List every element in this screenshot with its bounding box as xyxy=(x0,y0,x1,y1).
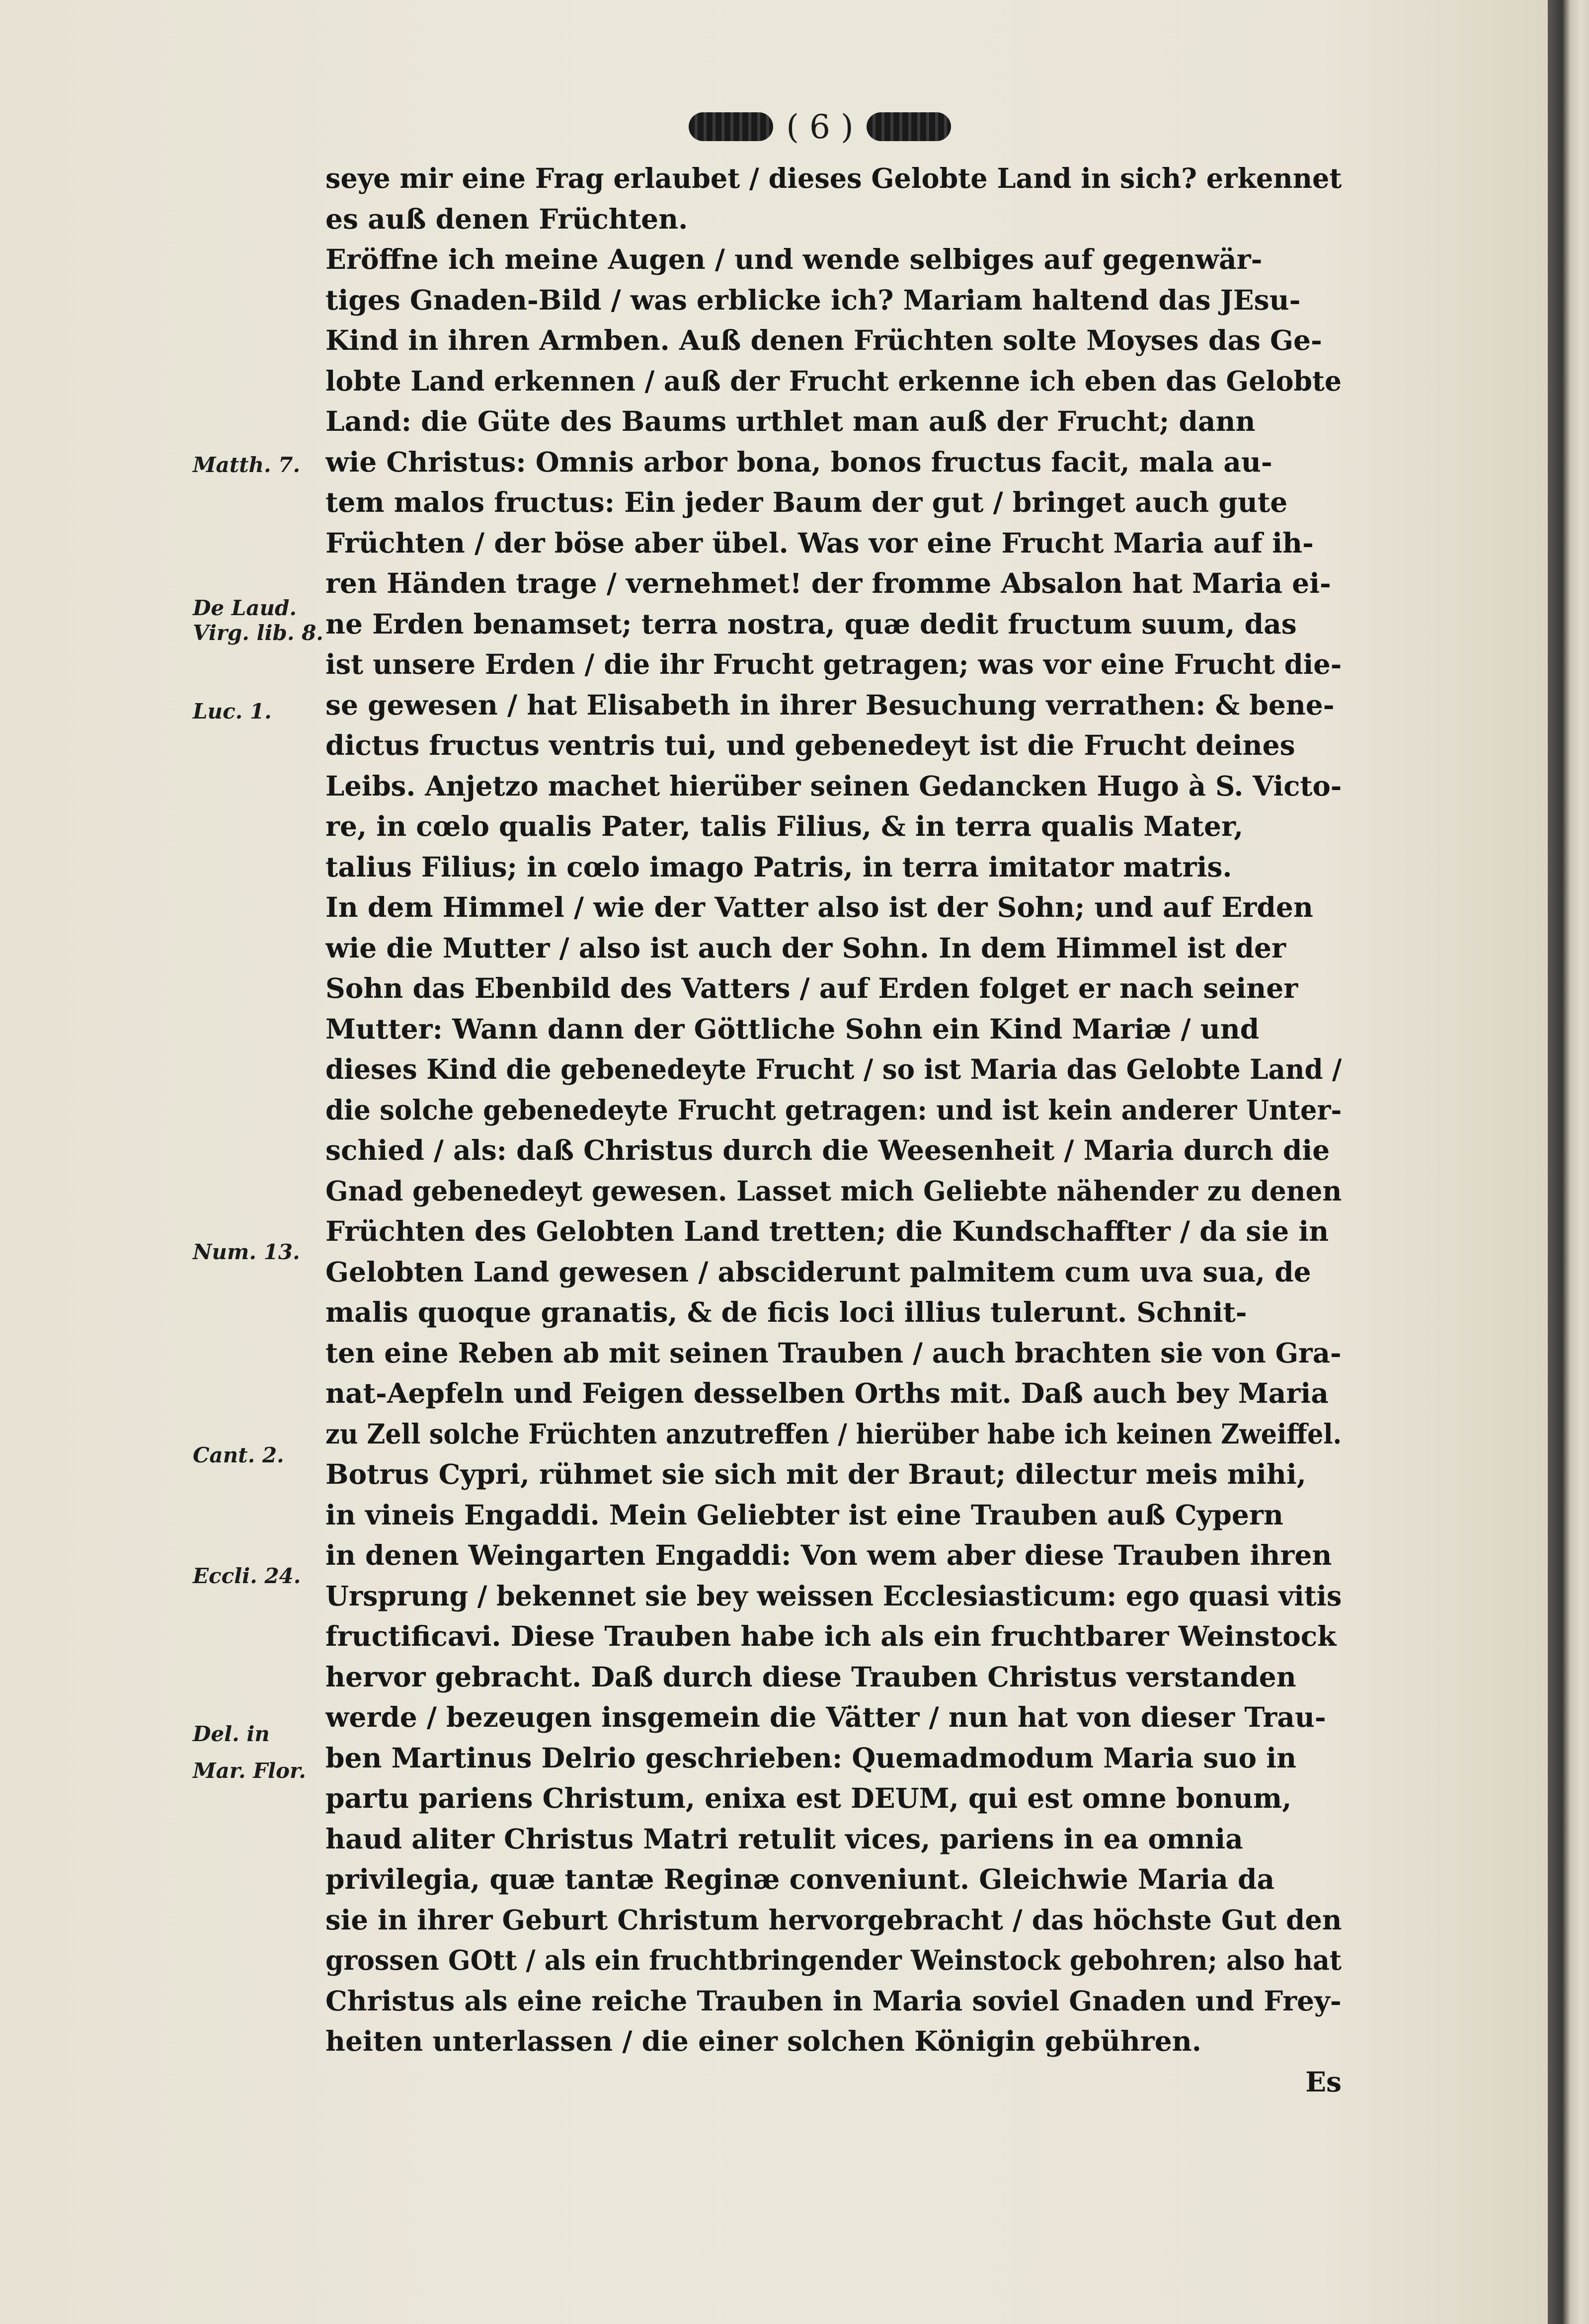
text-line: Gnad gebenedeyt gewesen. Lasset mich Geliebte nähender zu denen xyxy=(325,1174,1342,1207)
text-line: haud aliter Christus Matri retulit vices, pariens in ea omnia xyxy=(325,1822,1243,1855)
text-line: ne Erden benamset; terra nostra, quæ dedit fructum suum, das xyxy=(325,607,1297,640)
text-line: Christus als eine reiche Trauben in Maria soviel Gnaden und Frey- xyxy=(325,1984,1342,2017)
text-line: schied / als: daß Christus durch die Weesenheit / Maria durch die xyxy=(325,1134,1330,1166)
page-body-text xyxy=(325,158,1342,2102)
text-line: nat-Aepfeln und Feigen desselben Orths mit. Daß auch bey Maria xyxy=(325,1377,1329,1409)
text-line: seye mir eine Frag erlaubet / dieses Gelobte Land in sich? erkennet xyxy=(325,162,1342,194)
book-spine xyxy=(1548,0,1589,2324)
margin-note: Mar. Flor. xyxy=(193,1759,306,1783)
text-line: privilegia, quæ tantæ Reginæ conveniunt. Gleichwie Maria da xyxy=(325,1863,1275,1895)
text-line: ten eine Reben ab mit seinen Trauben / auch brachten sie von Gra- xyxy=(325,1336,1342,1369)
text-line: die solche gebenedeyte Frucht getragen: und ist kein anderer Unter- xyxy=(325,1093,1342,1126)
text-line: Botrus Cypri, rühmet sie sich mit der Braut; dilectur meis mihi, xyxy=(325,1458,1306,1490)
text-line: Gelobten Land gewesen / absciderunt palmitem cum uva sua, de xyxy=(325,1255,1311,1288)
text-line: in vineis Engaddi. Mein Geliebter ist eine Trauben auß Cypern xyxy=(325,1498,1283,1531)
text-line: in denen Weingarten Engaddi: Von wem aber diese Trauben ihren xyxy=(325,1539,1332,1571)
text-line: Sohn das Ebenbild des Vatters / auf Erden folget er nach seiner xyxy=(325,972,1298,1004)
text-line: grossen GOtt / als ein fruchtbringender Weinstock gebohren; also hat xyxy=(325,1944,1342,1976)
text-line: heiten unterlassen / die einer solchen Königin gebühren. xyxy=(325,2025,1201,2057)
margin-note: De Laud. xyxy=(193,596,297,620)
ornament-left-icon xyxy=(689,112,773,141)
text-line: sie in ihrer Geburt Christum hervorgebracht / das höchste Gut den xyxy=(325,1903,1342,1936)
text-line: werde / bezeugen insgemein die Vätter / nun hat von dieser Trau- xyxy=(325,1701,1326,1733)
margin-note: Num. 13. xyxy=(193,1240,300,1264)
text-line: wie Christus: Omnis arbor bona, bonos fructus facit, mala au- xyxy=(325,445,1272,478)
text-line: In dem Himmel / wie der Vatter also ist der Sohn; und auf Erden xyxy=(325,891,1313,923)
text-line: partu pariens Christum, enixa est DEUM, qui est omne bonum, xyxy=(325,1782,1292,1814)
margin-note: Cant. 2. xyxy=(193,1443,284,1467)
text-line: fructificavi. Diese Trauben habe ich als ein fruchtbarer Weinstock xyxy=(325,1620,1337,1652)
text-line: se gewesen / hat Elisabeth in ihrer Besuchung verrathen: & bene- xyxy=(325,688,1335,721)
text-line: Mutter: Wann dann der Göttliche Sohn ein Kind Mariæ / und xyxy=(325,1012,1260,1045)
text-line: tiges Gnaden-Bild / was erblicke ich? Mariam haltend das JEsu- xyxy=(325,283,1301,316)
text-line: Früchten / der böse aber übel. Was vor eine Frucht Maria auf ih- xyxy=(325,526,1314,559)
text-line: hervor gebracht. Daß durch diese Trauben Christus verstanden xyxy=(325,1660,1296,1693)
text-line: zu Zell solche Früchten anzutreffen / hierüber habe ich keinen Zweiffel. xyxy=(325,1417,1342,1450)
text-line: es auß denen Früchten. xyxy=(325,202,688,235)
text-line: talius Filius; in cœlo imago Patris, in terra imitator matris. xyxy=(325,850,1232,883)
page-header xyxy=(656,99,984,154)
margin-note: Del. in xyxy=(193,1722,270,1746)
text-line: ben Martinus Delrio geschrieben: Quemadmodum Maria suo in xyxy=(325,1741,1297,1774)
text-line: Land: die Güte des Baums urthlet man auß der Frucht; dann xyxy=(325,405,1256,437)
text-line: wie die Mutter / also ist auch der Sohn. In dem Himmel ist der xyxy=(325,931,1286,964)
text-line: tem malos fructus: Ein jeder Baum der gut / bringet auch gute xyxy=(325,486,1288,518)
text-line: malis quoque granatis, & de ficis loci illius tulerunt. Schnit- xyxy=(325,1296,1247,1328)
text-line: Kind in ihren Armben. Auß denen Früchten solte Moyses das Ge- xyxy=(325,324,1322,356)
margin-note: Luc. 1. xyxy=(193,699,272,723)
text-line: lobte Land erkennen / auß der Frucht erkenne ich eben das Gelobte xyxy=(325,364,1342,397)
text-line: Ursprung / bekennet sie bey weissen Ecclesiasticum: ego quasi vitis xyxy=(325,1579,1342,1612)
text-line: Eröffne ich meine Augen / und wende selbiges auf gegenwär- xyxy=(325,243,1263,275)
margin-note: Matth. 7. xyxy=(193,453,301,477)
margin-note: Eccli. 24. xyxy=(193,1564,301,1588)
text-line: ren Händen trage / vernehmet! der fromme Absalon hat Maria ei- xyxy=(325,567,1331,599)
text-line: ist unsere Erden / die ihr Frucht getragen; was vor eine Frucht die- xyxy=(325,648,1342,680)
catchword: Es xyxy=(1305,2065,1342,2098)
margin-note: Virg. lib. 8. xyxy=(193,621,323,645)
text-line: re, in cœlo qualis Pater, talis Filius, & in terra qualis Mater, xyxy=(325,810,1244,842)
text-line: Leibs. Anjetzo machet hierüber seinen Gedancken Hugo à S. Victo- xyxy=(325,769,1342,802)
text-line: dictus fructus ventris tui, und gebenedeyt ist die Frucht deines xyxy=(325,729,1295,761)
text-line: Früchten des Gelobten Land tretten; die Kundschaffter / da sie in xyxy=(325,1215,1329,1247)
ornament-right-icon xyxy=(867,112,951,141)
text-line: dieses Kind die gebenedeyte Frucht / so ist Maria das Gelobte Land / xyxy=(325,1053,1342,1085)
page-number: ( 6 ) xyxy=(786,107,854,146)
